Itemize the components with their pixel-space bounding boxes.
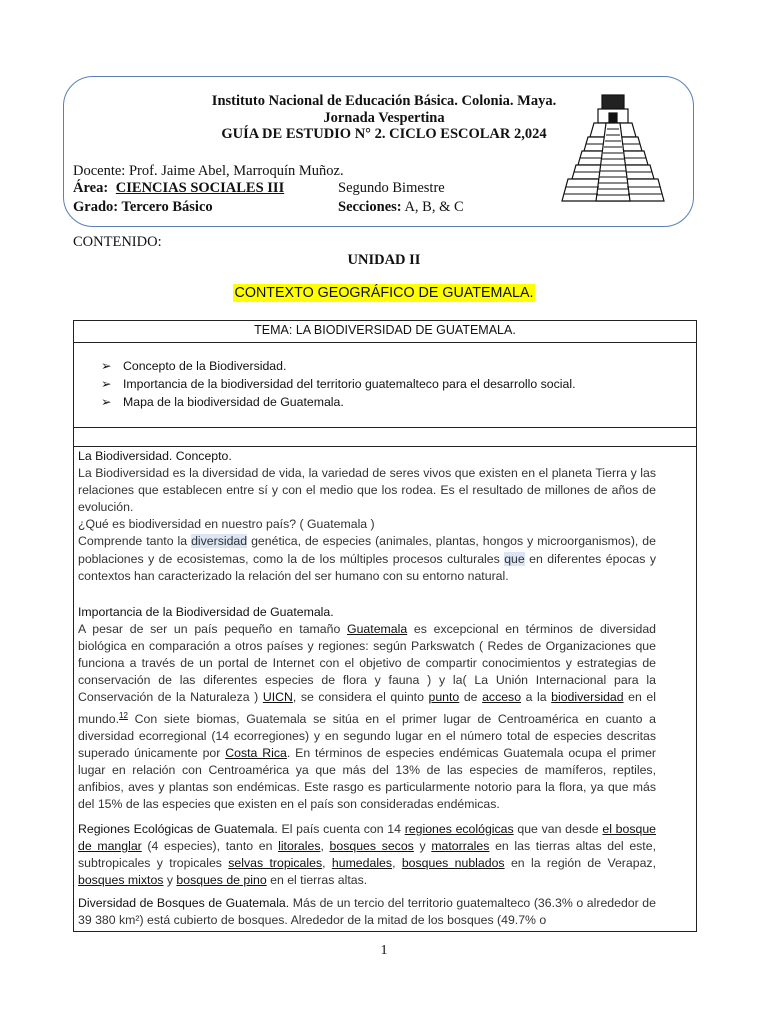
- area-value: CIENCIAS SOCIALES III: [115, 180, 285, 196]
- paragraph: La Biodiversidad es la diversidad de vida, la variedad de seres vivos que existen en el planeta Tierra y las relaciones que establecen entre sí y con el medio que los rodea. Es el resultado de millones de años de evolución.: [78, 466, 656, 515]
- link[interactable]: bosques secos: [329, 839, 414, 854]
- sections-value: A, B, & C: [404, 199, 464, 215]
- sections-line: [338, 199, 464, 216]
- question: ¿Qué es biodiversidad en nuestro país? ( Guatemala ): [78, 517, 375, 532]
- institute-name: Instituto Nacional de Educación Básica. Colonia. Maya.: [211, 93, 557, 109]
- topic-title: CONTEXTO GEOGRÁFICO DE GUATEMALA.: [234, 285, 534, 301]
- list-item: ➢ Concepto de la Biodiversidad.: [101, 359, 287, 373]
- grade-label: Grado:: [73, 199, 119, 215]
- link[interactable]: bosques nublados: [401, 856, 505, 871]
- teacher-label: Docente:: [73, 163, 126, 179]
- grade-value: Tercero Básico: [121, 199, 213, 215]
- link[interactable]: bosques de pino: [176, 873, 267, 888]
- link[interactable]: Costa Rica: [225, 745, 287, 760]
- footnote-link[interactable]: 12: [119, 710, 128, 720]
- section-heading: Regiones Ecológicas de Guatemala.: [78, 822, 278, 836]
- link[interactable]: biodiversidad: [551, 690, 624, 705]
- link[interactable]: UICN: [262, 690, 293, 705]
- link[interactable]: acceso: [482, 690, 522, 705]
- link[interactable]: Guatemala: [347, 622, 408, 637]
- grade-line: [73, 199, 213, 216]
- link[interactable]: humedales: [331, 856, 393, 871]
- section-ecological-regions: Regiones Ecológicas de Guatemala. El país cuenta con 14 regiones ecológicas que van desde el bosque de manglar (4 especies), tanto en litorales, bosques secos y matorrales en las tierras altas del este, subtropicales y tropicales selvas tropicales, humedales, bosques nublados en la región de Verapaz, bosques mixtos y bosques de pino en el tierras altas.: [78, 822, 656, 888]
- content-label: CONTENIDO:: [73, 234, 162, 250]
- link[interactable]: selvas tropicales: [228, 856, 323, 871]
- section-importance: [78, 604, 656, 813]
- link[interactable]: punto: [428, 690, 460, 705]
- tema-title: TEMA: LA BIODIVERSIDAD DE GUATEMALA.: [254, 323, 516, 337]
- link[interactable]: litorales: [278, 839, 321, 854]
- page-number: 1: [380, 943, 388, 958]
- paragraph: Comprende tanto la diversidad genética, de especies (animales, plantas, hongos y microorganismos), de poblaciones y de ecosistemas, como la de los múltiples procesos culturales que en diferentes épocas y contextos han caracterizado la relación del ser humano con su entorno natural.: [78, 534, 656, 583]
- section-biodiversity-concept: [78, 448, 656, 585]
- highlighted-word: que: [504, 551, 525, 566]
- arrow-bullet-icon: ➢: [101, 377, 112, 391]
- sections-label: Secciones:: [338, 199, 402, 215]
- area-label: Área:: [73, 180, 109, 196]
- section-heading: Diversidad de Bosques de Guatemala.: [78, 896, 290, 910]
- paragraph: A pesar de ser un país pequeño en tamaño Guatemala es excepcional en términos de diversidad biológica en comparación a otros países y regiones: según Parkswatch ( Redes de Organizaciones que funciona a través de un portal de Internet con el objetivo de compartir conocimientos y estrategias de conservación de las diferentes especies de flora y fauna ) y la( La Unión Internacional para la Conservación de la Naturaleza ) UICN, se considera el quinto punto de acceso a la biodiversidad en el mundo.$^{12}$ Con siete biomas, Guatemala se sitúa en el primer lugar de Centroamérica en cuanto a diversidad ecorregional (14 ecorregiones) y en segundo lugar en el número total de especies descritas superado únicamente por Costa Rica. En términos de especies endémicas Guatemala ocupa el primer lugar en relación con Centroamérica ya que más del 13% de las especies de mamíferos, reptiles, anfibios, aves y plantas son endémicas. Este rasgo es particularmente notorio para la flora, ya que más del 15% de las especies que existen en el país son consideradas endémicas.: [78, 622, 657, 812]
- area-line: [73, 180, 284, 197]
- mayan-temple-icon: [556, 93, 672, 205]
- teacher-line: [73, 163, 344, 180]
- section-heading: Importancia de la Biodiversidad de Guatemala.: [78, 605, 334, 619]
- unit-title: UNIDAD II: [347, 252, 421, 268]
- period: Segundo Bimestre: [338, 180, 445, 196]
- topic-title-wrap: [0, 284, 768, 302]
- link[interactable]: el bosque de manglar: [78, 822, 656, 854]
- highlighted-word: diversidad: [191, 534, 248, 549]
- arrow-bullet-icon: ➢: [101, 395, 112, 409]
- arrow-bullet-icon: ➢: [101, 359, 112, 373]
- shift-name: Jornada Vespertina: [323, 110, 445, 126]
- table-divider: [74, 446, 696, 447]
- table-divider: [74, 342, 696, 343]
- link[interactable]: matorrales: [431, 839, 490, 854]
- section-heading: La Biodiversidad. Concepto.: [78, 449, 232, 463]
- section-forest-diversity: Diversidad de Bosques de Guatemala. Más de un tercio del territorio guatemalteco (36.3% o alrededor de 39 380 km²) está cubierto de bosques. Alrededor de la mitad de los bosques (49.7% o: [78, 896, 656, 928]
- guide-title: GUÍA DE ESTUDIO N° 2. CICLO ESCOLAR 2,024: [221, 126, 547, 142]
- teacher-name: Prof. Jaime Abel, Marroquín Muñoz.: [128, 163, 344, 179]
- link[interactable]: bosques mixtos: [78, 873, 164, 888]
- list-item: ➢ Importancia de la biodiversidad del territorio guatemalteco para el desarrollo social.: [101, 377, 576, 391]
- link[interactable]: regiones ecológicas: [404, 822, 514, 836]
- table-divider: [74, 427, 696, 428]
- list-item: ➢ Mapa de la biodiversidad de Guatemala.: [101, 395, 344, 409]
